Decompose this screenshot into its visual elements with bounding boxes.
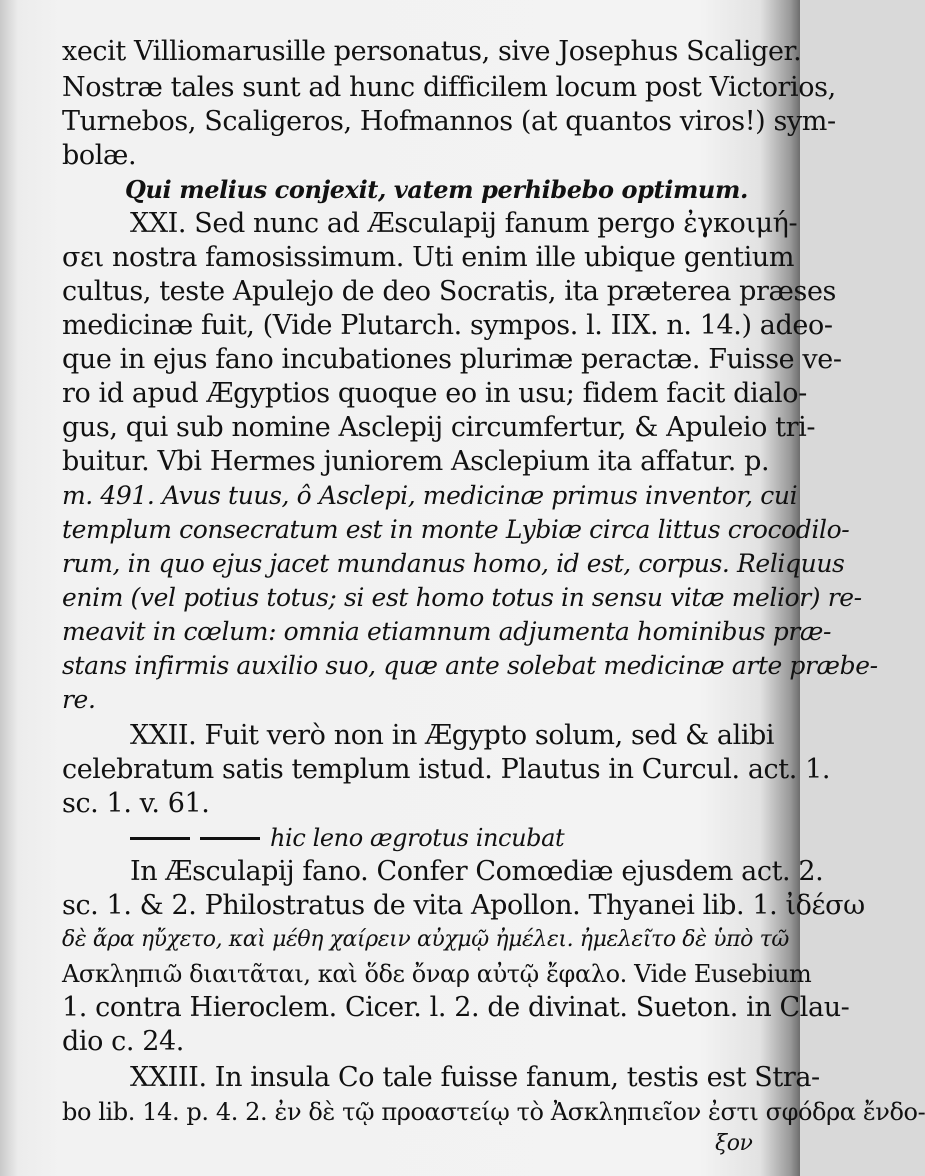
section-heading-xxi: XXI. Sed nunc ad Æsculapij fanum pergo ἐγκοιμή-	[130, 208, 798, 239]
text-line: gus, qui sub nomine Asclepij circumfertur, & Apuleio tri-	[62, 412, 816, 443]
text-line: re.	[62, 685, 96, 714]
text-line: celebratum satis templum istud. Plautus in Curcul. act. 1.	[62, 754, 831, 785]
text-line: Nostræ tales sunt ad hunc difficilem locum post Victorios,	[62, 72, 836, 103]
text-line: 1. contra Hieroclem. Cicer. l. 2. de divinat. Sueton. in Clau-	[62, 992, 850, 1023]
text-line: σει nostra famosissimum. Uti enim ille ubique gentium	[62, 242, 795, 273]
section-heading-xxiii: XXIII. In insula Co tale fuisse fanum, testis est Stra-	[130, 1062, 820, 1093]
rule-line	[200, 837, 260, 840]
text-line: ro id apud Ægyptios quoque eo in usu; fidem facit dialo-	[62, 378, 807, 409]
text-line: sc. 1. & 2. Philostratus de vita Apollon. Thyanei lib. 1. ἰδέσω	[62, 890, 865, 921]
text-line: bolæ.	[62, 140, 137, 171]
rule-line	[130, 837, 190, 840]
text-line: bo lib. 14. p. 4. 2. ἐν δὲ τῷ προαστείῳ τὸ Ἀσκληπιεῖον ἐστι σφόδρα ἔνδο-	[62, 1098, 925, 1126]
catchword: ξον	[715, 1131, 753, 1156]
text-line: que in ejus fano incubationes plurimæ peractæ. Fuisse ve-	[62, 344, 842, 375]
verse-quote: Qui melius conjexit, vatem perhibebo optimum.	[125, 175, 748, 204]
text-line: Ασκληπιῶ διαιτᾶται, καὶ ὅδε ὄναρ αὐτῷ ἔφαλο. Vide Eusebium	[62, 960, 812, 988]
text-line: xecit Villiomarusille personatus, sive Josephus Scaliger.	[62, 36, 802, 67]
text-line: templum consecratum est in monte Lybiæ circa littus crocodilo-	[62, 515, 850, 544]
text-line: medicinæ fuit, (Vide Plutarch. sympos. l. IIX. n. 14.) adeo-	[62, 310, 833, 341]
greek-line: δὲ ἄρα ηὔχετο, καὶ μέθη χαίρειν αὐχμῷ ἠμέλει. ἠμελεῖτο δὲ ὑπὸ τῶ	[62, 927, 789, 952]
section-heading-xxii: XXII. Fuit verò non in Ægypto solum, sed & alibi	[130, 720, 775, 751]
text-line: buitur. Vbi Hermes juniorem Asclepium ita affatur. p.	[62, 446, 770, 477]
verse-line	[130, 822, 774, 854]
text-line: sc. 1. v. 61.	[62, 788, 210, 819]
text-line: enim (vel potius totus; si est homo totus in sensu vitæ melior) re-	[62, 583, 862, 612]
text-line: stans infirmis auxilio suo, quæ ante solebat medicinæ arte præbe-	[62, 651, 878, 680]
text-line: In Æsculapij fano. Confer Comœdiæ ejusdem act. 2.	[130, 856, 824, 887]
text-line: m. 491. Avus tuus, ô Asclepi, medicinæ primus inventor, cui	[62, 481, 798, 510]
text-line: dio c. 24.	[62, 1026, 184, 1057]
text-line: meavit in cœlum: omnia etiamnum adjumenta hominibus præ-	[62, 617, 832, 646]
text-line: Turnebos, Scaligeros, Hofmannos (at quantos viros!) sym-	[62, 106, 836, 137]
text-line: rum, in quo ejus jacet mundanus homo, id est, corpus. Reliquus	[62, 549, 845, 578]
text-line: cultus, teste Apulejo de deo Socratis, ita præterea præses	[62, 276, 837, 307]
verse-text: hic leno ægrotus incubat	[270, 824, 565, 852]
